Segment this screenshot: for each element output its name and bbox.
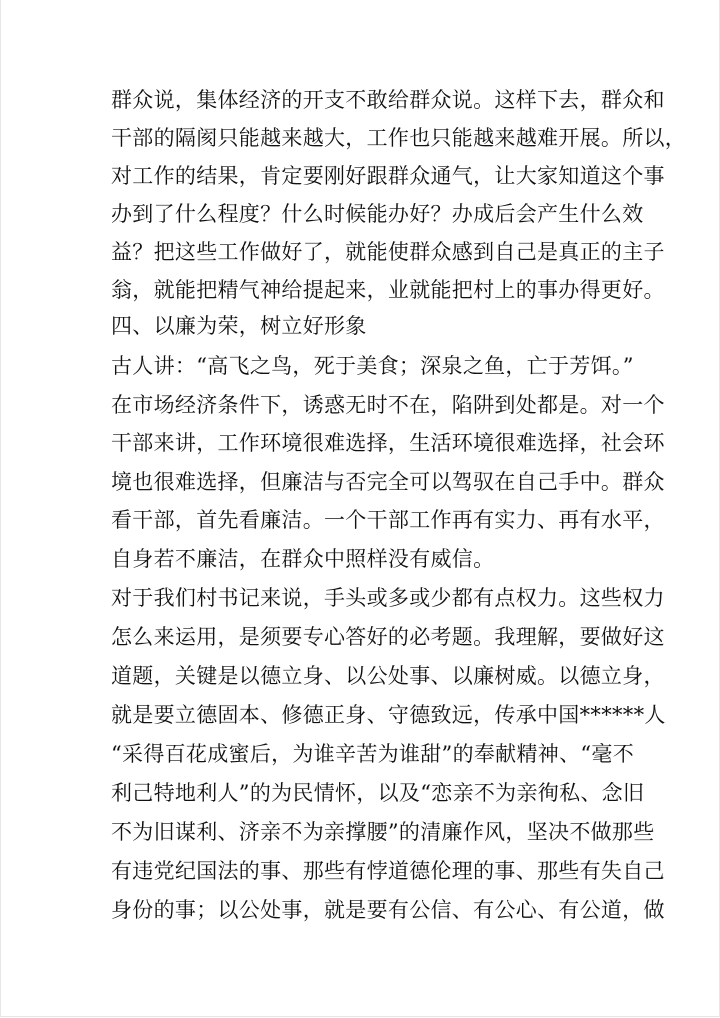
text-line: 道题，关键是以德立身、以公处事、以廉树威。以德立身， [111, 664, 665, 688]
text-line: 怎么来运用，是须要专心答好的必考题。我理解，要做好这 [111, 625, 665, 649]
text-line: “采得百花成蜜后，为谁辛苦为谁甜”的奉献精神、“毫不 [111, 742, 635, 766]
text-line: 对工作的结果，肯定要刚好跟群众通气，让大家知道这个事 [111, 164, 665, 188]
text-line: 对于我们村书记来说，手头或多或少都有点权力。这些权力 [111, 586, 665, 610]
text-line: 境也很难选择，但廉洁与否完全可以驾驭在自己手中。群众 [111, 470, 665, 494]
text-line: 有违党纪国法的事、那些有悖道德伦理的事、那些有失自己 [111, 859, 665, 883]
text-line: 群众说，集体经济的开支不敢给群众说。这样下去，群众和 [111, 88, 665, 112]
text-line: 身份的事；以公处事，就是要有公信、有公心、有公道，做 [111, 898, 665, 922]
text-line: 办到了什么程度？什么时候能办好？办成后会产生什么效 [111, 202, 644, 226]
text-line: 干部的隔阂只能越来越大，工作也只能越来越难开展。所以， [111, 126, 687, 150]
text-line: 干部来讲，工作环境很难选择，生活环境很难选择，社会环 [111, 431, 665, 455]
text-line: 就是要立德固本、修德正身、守德致远，传承中国******人 [111, 703, 666, 727]
text-line: 翁，就能把精气神给提起来，业就能把村上的事办得更好。 [111, 278, 665, 302]
text-line: 不为旧谋利、济亲不为亲撑腰”的清廉作风，坚决不做那些 [111, 820, 655, 844]
text-line: 自身若不廉洁，在群众中照样没有威信。 [111, 547, 495, 571]
text-line: 看干部，首先看廉洁。一个干部工作再有实力、再有水平， [111, 508, 665, 532]
section-heading: 四、以廉为荣，树立好形象 [111, 314, 367, 338]
text-line: 利己特地利人”的为民情怀，以及“恋亲不为亲徇私、念旧 [111, 781, 645, 805]
text-line: 古人讲：“高飞之鸟，死于美食；深泉之鱼，亡于芳饵。” [111, 354, 634, 378]
text-line: 益？把这些工作做好了，就能使群众感到自己是真正的主子 [111, 240, 665, 264]
text-line: 在市场经济条件下，诱惑无时不在，陷阱到处都是。对一个 [111, 393, 665, 417]
